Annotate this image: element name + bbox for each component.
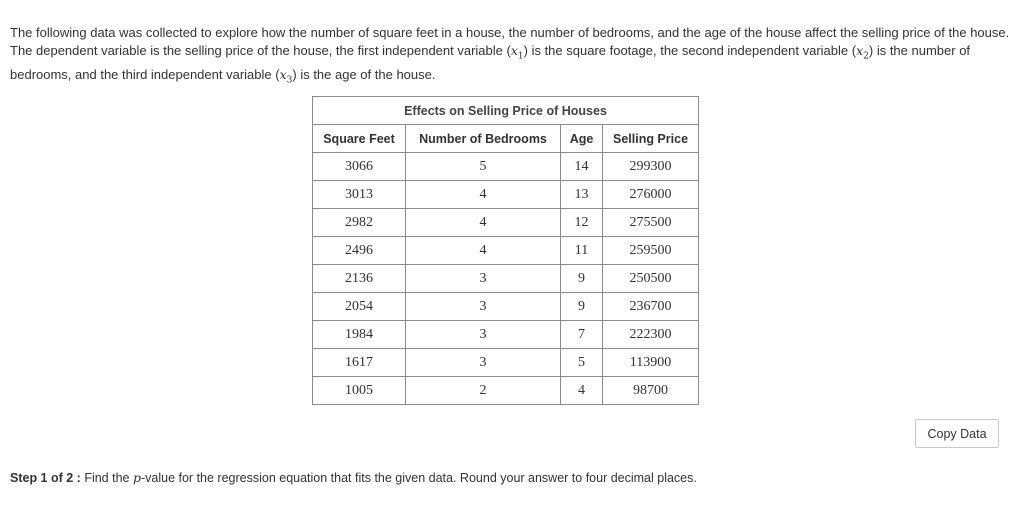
header-selling-price: Selling Price — [603, 125, 699, 153]
selling-price-cell: 113900 — [603, 349, 699, 377]
age-cell: 12 — [561, 209, 603, 237]
table-row — [313, 321, 699, 349]
variable-x3: $x_3$ — [279, 66, 293, 85]
age-cell: 7 — [561, 321, 603, 349]
age-cell: 9 — [561, 265, 603, 293]
table-row — [313, 237, 699, 265]
square-feet-cell: 2136 — [313, 265, 406, 293]
step-text-before: Find the — [80, 471, 133, 485]
bedrooms-cell: 4 — [406, 181, 561, 209]
intro-text-2: ) is the square footage, the second independent variable ( — [523, 43, 857, 58]
age-cell: 11 — [561, 237, 603, 265]
selling-price-cell: 98700 — [603, 377, 699, 405]
selling-price-cell: 275500 — [603, 209, 699, 237]
age-cell: 14 — [561, 153, 603, 181]
square-feet-cell: 2054 — [313, 293, 406, 321]
table-row — [313, 349, 699, 377]
table-row — [313, 181, 699, 209]
bedrooms-cell: 2 — [406, 377, 561, 405]
bedrooms-cell: 5 — [406, 153, 561, 181]
bedrooms-cell: 3 — [406, 321, 561, 349]
square-feet-cell: 2982 — [313, 209, 406, 237]
bedrooms-cell: 4 — [406, 209, 561, 237]
step-text-after: -value for the regression equation that fits the given data. Round your answer to four decimal places. — [140, 471, 697, 485]
table-row — [313, 377, 699, 405]
selling-price-cell: 236700 — [603, 293, 699, 321]
intro-text-4: ) is the age of the house. — [292, 66, 436, 82]
table-row — [313, 293, 699, 321]
selling-price-cell: 276000 — [603, 181, 699, 209]
selling-price-cell: 299300 — [603, 153, 699, 181]
house-data-table — [312, 96, 699, 405]
square-feet-cell: 1984 — [313, 321, 406, 349]
bedrooms-cell: 3 — [406, 265, 561, 293]
bedrooms-cell: 3 — [406, 349, 561, 377]
table-row — [313, 153, 699, 181]
step-label: Step 1 of 2 : — [10, 471, 81, 485]
variable-x1: $x_1$ — [510, 43, 524, 62]
table-caption: Effects on Selling Price of Houses — [313, 97, 699, 125]
bedrooms-cell: 3 — [406, 293, 561, 321]
selling-price-cell: 250500 — [603, 265, 699, 293]
copy-data-button[interactable]: Copy Data — [915, 419, 999, 448]
square-feet-cell: 1005 — [313, 377, 406, 405]
table-row — [313, 209, 699, 237]
header-square-feet: Square Feet — [313, 125, 406, 153]
p-variable: p — [132, 470, 141, 485]
age-cell: 9 — [561, 293, 603, 321]
header-age: Age — [561, 125, 603, 153]
table-body — [313, 153, 699, 405]
intro-text-1: The following data was collected to explore how the number of square feet in a house, the number of bedrooms, and the age of the house affect the selling price of the house. The dependent variable is the selling price of the house, the first independent variable ( — [10, 25, 1010, 58]
intro-text-3: ) is the number of bedrooms, and the third independent variable ( — [10, 43, 971, 82]
table-row — [313, 265, 699, 293]
selling-price-cell: 222300 — [603, 321, 699, 349]
square-feet-cell: 3013 — [313, 181, 406, 209]
variable-x2: $x_2$ — [856, 43, 869, 62]
selling-price-cell: 259500 — [603, 237, 699, 265]
table-header-row — [313, 125, 699, 153]
problem-description — [10, 24, 1010, 89]
square-feet-cell: 2496 — [313, 237, 406, 265]
square-feet-cell: 3066 — [313, 153, 406, 181]
age-cell: 13 — [561, 181, 603, 209]
age-cell: 4 — [561, 377, 603, 405]
step-instruction — [10, 470, 697, 485]
bedrooms-cell: 4 — [406, 237, 561, 265]
square-feet-cell: 1617 — [313, 349, 406, 377]
age-cell: 5 — [561, 349, 603, 377]
header-number-of-bedrooms: Number of Bedrooms — [406, 125, 561, 153]
